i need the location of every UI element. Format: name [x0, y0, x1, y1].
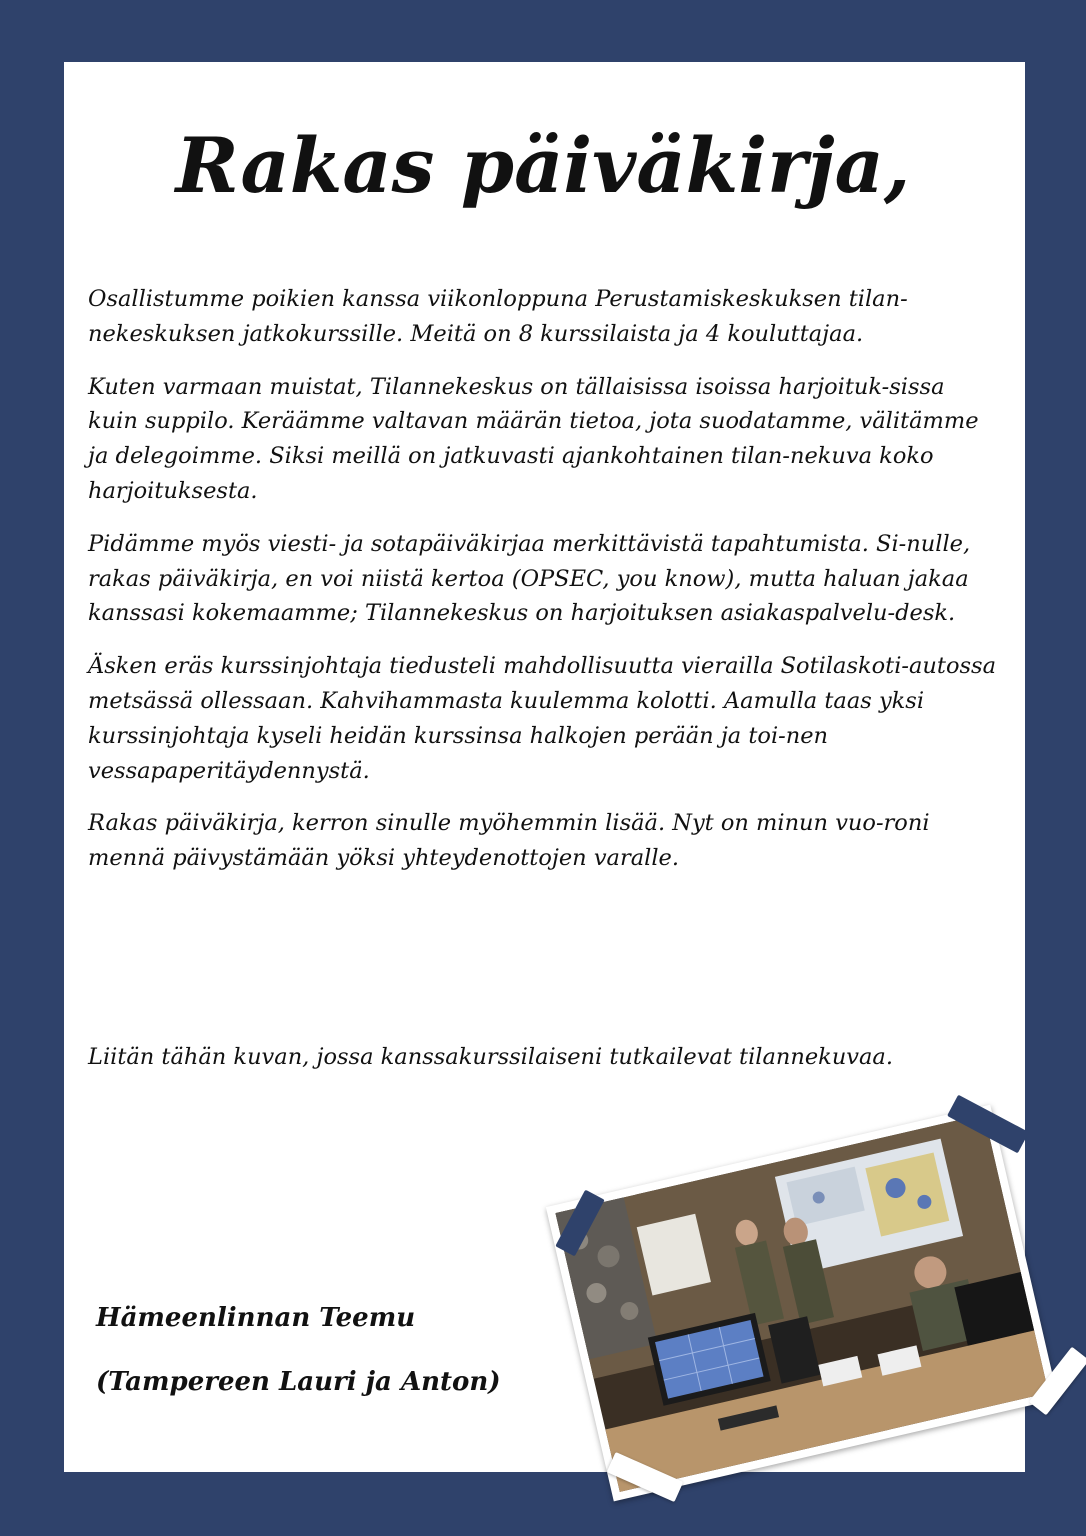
paragraph: Osallistumme poikien kanssa viikonloppuna Perustamiskeskuksen tilan-nekeskuksen jatkokurssille. Meitä on 8 kurssilaista ja 4 kouluttajaa. [88, 286, 908, 347]
paragraph: Kuten varmaan muistat, Tilannekeskus on tällaisissa isoissa harjoituk-sissa kuin suppilo. Keräämme valtavan määrän tietoa, jota suodatamme, välitämme ja delegoimme. Siksi meillä on jatkuvasti ajankohtainen tilan-nekuva koko harjoituksesta. [88, 373, 979, 504]
paragraph: Pidämme myös viesti- ja sotapäiväkirjaa merkittävistä tapahtumista. Si-nulle, rakas päiväkirja, en voi niistä kertoa (OPSEC, you know), mutta haluan jakaa kanssasi kokemaamme; Tilannekeskus on harjoituksen asiakaspalvelu-desk. [88, 530, 971, 627]
signature-line-1: Hämeenlinnan Teemu [96, 1303, 416, 1333]
page-title: Rakas päiväkirja, [175, 121, 911, 210]
diary-body [88, 282, 998, 894]
signature-line-2: (Tampereen Lauri ja Anton) [96, 1367, 501, 1397]
photo-caption: Liitän tähän kuvan, jossa kanssakurssilaiseni tutkailevat tilannekuvaa. [88, 1044, 894, 1070]
paragraph: Äsken eräs kurssinjohtaja tiedusteli mahdollisuutta vierailla Sotilaskoti-autossa metsässä ollessaan. Kahvihammasta kuulemma kolotti. Aamulla taas yksi kurssinjohtaja kyseli heidän kurssinsa halkojen perään ja toi-nen vessapaperitäydennystä. [88, 653, 997, 784]
signature [96, 1286, 501, 1414]
paragraph: Rakas päiväkirja, kerron sinulle myöhemmin lisää. Nyt on minun vuo-roni mennä päivystämään yöksi yhteydenottojen varalle. [88, 810, 930, 872]
